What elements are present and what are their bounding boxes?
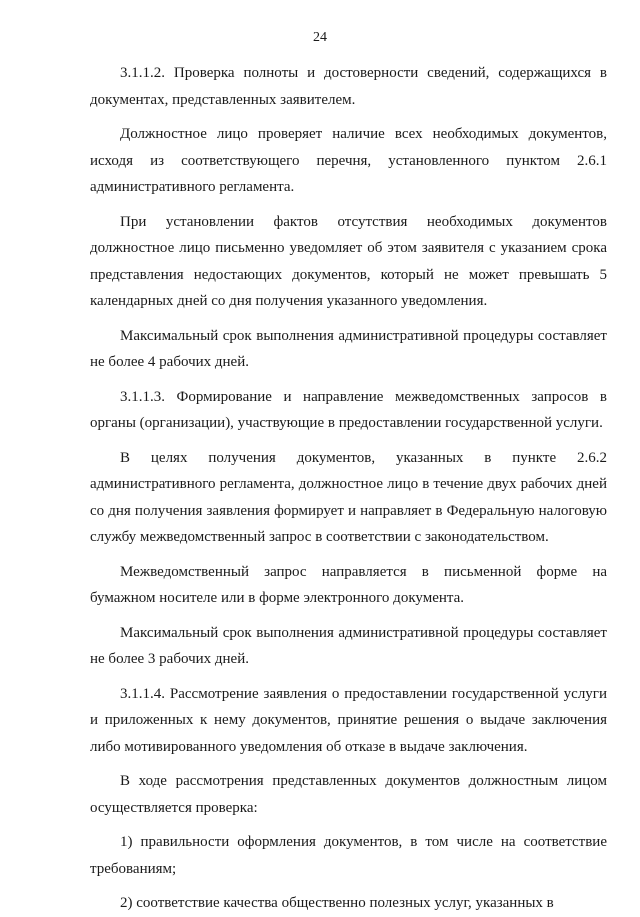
paragraph-interagency-request: В целях получения документов, указанных в пункте 2.6.2 административного регламента, должностное лицо в течение двух рабочих дней со дня получения заявления формирует и направляет в Федеральную налоговую службу межведомственный запрос в соответствии с законодательством. (90, 449, 607, 545)
paragraph-max-term-4-days: Максимальный срок выполнения административной процедуры составляет не более 4 рабочих дней. (90, 327, 607, 370)
paragraph-document-check: Должностное лицо проверяет наличие всех необходимых документов, исходя из соответствующего перечня, установленного пунктом 2.6.1 административного регламента. (90, 126, 607, 195)
paragraph-3-1-1-2-heading: 3.1.1.2. Проверка полноты и достоверности сведений, содержащихся в документах, представленных заявителем. (90, 65, 607, 108)
paragraph-3-1-1-4-heading: 3.1.1.4. Рассмотрение заявления о предоставлении государственной услуги и приложенных к нему документов, принятие решения о выдаче заключения либо мотивированного уведомления об отказе в выдаче заключения. (90, 685, 607, 755)
paragraph-max-term-3-days: Максимальный срок выполнения административной процедуры составляет не более 3 рабочих дней. (90, 624, 607, 667)
paragraph-3-1-1-3-heading: 3.1.1.3. Формирование и направление межведомственных запросов в органы (организации), участвующие в предоставлении государственной услуги. (90, 388, 607, 431)
page-number: 24 (313, 30, 327, 45)
list-item-2: 2) соответствие качества общественно полезных услуг, указанных в (120, 895, 554, 911)
paragraph-review-check: В ходе рассмотрения представленных документов должностным лицом осуществляется проверка: (90, 773, 607, 816)
document-body (90, 60, 607, 917)
paragraph-request-form: Межведомственный запрос направляется в письменной форме на бумажном носителе или в форме электронного документа. (90, 563, 607, 606)
list-item-1: 1) правильности оформления документов, в том числе на соответствие требованиям; (90, 834, 607, 877)
paragraph-missing-documents: При установлении фактов отсутствия необходимых документов должностное лицо письменно уведомляет об этом заявителя с указанием срока представления недостающих документов, который не может превышать 5 календарных дней со дня получения указанного уведомления. (90, 213, 607, 309)
